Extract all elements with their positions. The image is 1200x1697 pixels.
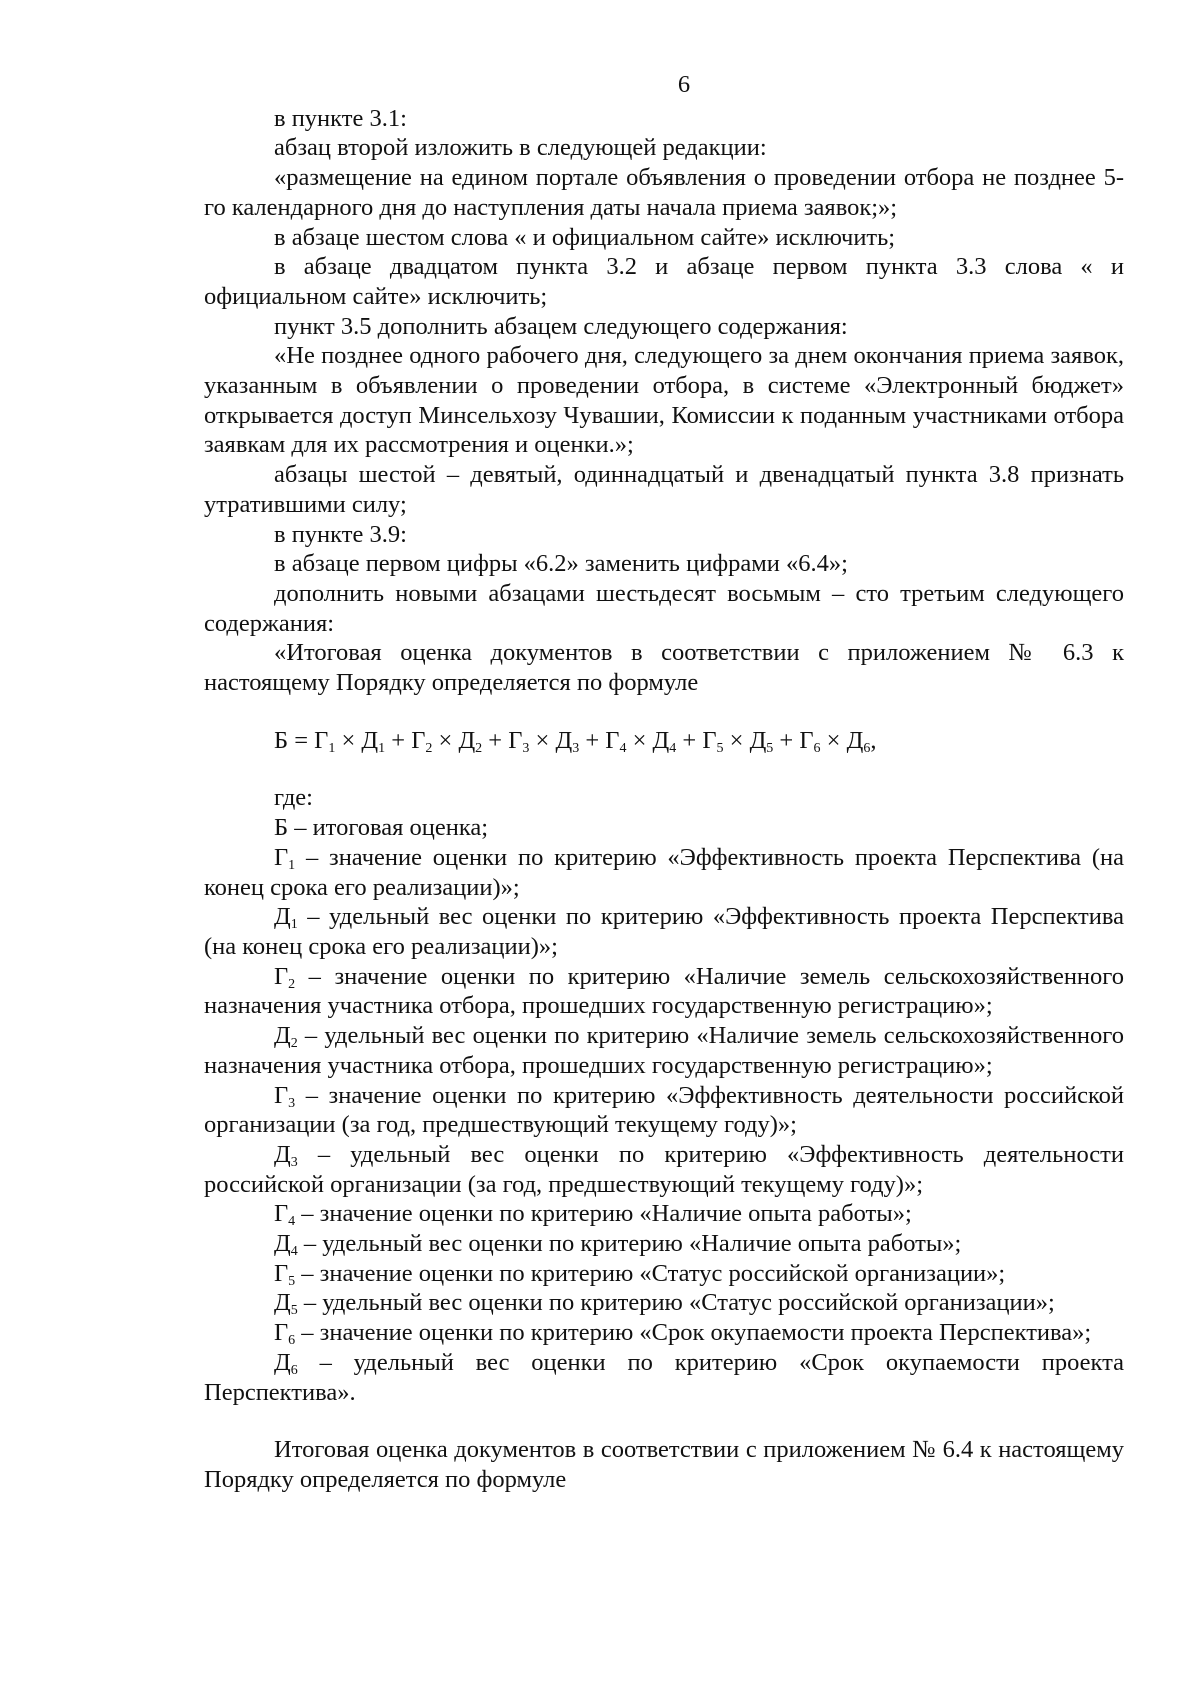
definition-symbol: Д bbox=[274, 1140, 291, 1168]
where-label: где: bbox=[274, 784, 313, 812]
definition-index: 3 bbox=[288, 1095, 296, 1111]
formula-index: 5 bbox=[766, 740, 774, 756]
definition-index: 2 bbox=[290, 1036, 298, 1052]
definition-paragraph bbox=[204, 1259, 1124, 1289]
definition-symbol: Г bbox=[274, 1259, 289, 1287]
paragraph: в абзаце двадцатом пункта 3.2 и абзаце первом пункта 3.3 слова « и официальном сайте» исключить; bbox=[204, 253, 1124, 310]
definition-text: – значение оценки по критерию «Срок окупаемости проекта Перспектива»; bbox=[295, 1319, 1092, 1347]
formula-index: 5 bbox=[716, 740, 724, 756]
definition-symbol: Д bbox=[274, 1022, 291, 1050]
formula-times: × bbox=[820, 726, 847, 754]
formula-times: × bbox=[432, 726, 459, 754]
formula-plus: + bbox=[773, 726, 800, 754]
formula-index: 1 bbox=[378, 740, 386, 756]
definition-index: 1 bbox=[290, 917, 298, 933]
formula-end: , bbox=[870, 726, 877, 754]
paragraph: в абзаце первом цифры «6.2» заменить цифрами «6.4»; bbox=[274, 550, 848, 578]
definition-text: – удельный вес оценки по критерию «Срок окупаемости проекта Перспектива». bbox=[204, 1348, 1124, 1406]
formula-index: 4 bbox=[619, 740, 627, 756]
definition-paragraph bbox=[204, 1229, 1124, 1259]
definition-index: 2 bbox=[288, 976, 296, 992]
formula bbox=[274, 726, 1124, 756]
formula-times: × bbox=[529, 726, 556, 754]
definition-text: – удельный вес оценки по критерию «Эффективность деятельности российской организации (за год, предшествующий текущему году)»; bbox=[204, 1140, 1124, 1198]
formula-symbol-g: Г bbox=[411, 726, 426, 754]
definition-text: – удельный вес оценки по критерию «Эффективность проекта Перспектива (на конец срока его реализации)»; bbox=[204, 903, 1124, 960]
definition-symbol: Д bbox=[274, 1289, 291, 1317]
definition-index: 4 bbox=[288, 1214, 296, 1230]
definition-symbol: Д bbox=[274, 1348, 291, 1376]
formula-symbol-d: Д bbox=[652, 726, 670, 754]
final-paragraph: Итоговая оценка документов в соответствии с приложением № 6.4 к настоящему Порядку определяется по формуле bbox=[204, 1436, 1124, 1493]
formula-times: × bbox=[723, 726, 750, 754]
definition-index: 6 bbox=[290, 1362, 298, 1378]
paragraph: абзацы шестой – девятый, одиннадцатый и двенадцатый пункта 3.8 признать утратившими силу; bbox=[204, 461, 1124, 518]
formula-index: 3 bbox=[522, 740, 530, 756]
definition-index: 3 bbox=[290, 1154, 298, 1170]
paragraph: пункт 3.5 дополнить абзацем следующего содержания: bbox=[274, 312, 848, 340]
definition-paragraph bbox=[204, 1199, 1124, 1229]
definitions-list bbox=[204, 843, 1124, 1407]
formula-index: 4 bbox=[669, 740, 677, 756]
definition-paragraph bbox=[204, 1021, 1124, 1080]
formula-index: 6 bbox=[813, 740, 821, 756]
definition-paragraph bbox=[204, 1318, 1124, 1348]
formula-symbol-g: Г bbox=[702, 726, 717, 754]
paragraph: «Итоговая оценка документов в соответствии с приложением № 6.3 к настоящему Порядку определяется по формуле bbox=[204, 639, 1124, 697]
paragraph: абзац второй изложить в следующей редакции: bbox=[274, 134, 767, 162]
definition-paragraph bbox=[204, 1288, 1124, 1318]
formula-plus: + bbox=[579, 726, 606, 754]
definition-text: – значение оценки по критерию «Наличие опыта работы»; bbox=[295, 1200, 912, 1228]
formula-times: × bbox=[335, 726, 362, 754]
paragraph: «размещение на едином портале объявления о проведении отбора не позднее 5-го календарного дня до наступления даты начала приема заявок;»; bbox=[204, 164, 1124, 221]
formula-symbol-d: Д bbox=[555, 726, 573, 754]
formula-index: 2 bbox=[425, 740, 433, 756]
paragraph: дополнить новыми абзацами шестьдесят восьмым – сто третьим следующего содержания: bbox=[204, 579, 1124, 637]
definition-paragraph bbox=[204, 843, 1124, 902]
definition-symbol: Г bbox=[274, 962, 289, 990]
formula-symbol-g: Г bbox=[605, 726, 620, 754]
formula-symbol-g: Г bbox=[799, 726, 814, 754]
definition-paragraph bbox=[204, 1140, 1124, 1199]
formula-symbol-g: Г bbox=[508, 726, 523, 754]
definition-text: – значение оценки по критерию «Эффективность проекта Перспектива (на конец срока его реализации)»; bbox=[204, 843, 1124, 901]
top-paragraphs bbox=[204, 104, 1124, 698]
formula-index: 1 bbox=[328, 740, 336, 756]
paragraph: в пункте 3.1: bbox=[274, 104, 407, 132]
definition-symbol: Д bbox=[274, 1230, 291, 1258]
formula-times: × bbox=[626, 726, 653, 754]
definition-index: 1 bbox=[288, 857, 296, 873]
definition-text: – удельный вес оценки по критерию «Статус российской организации»; bbox=[297, 1289, 1055, 1317]
definition-paragraph bbox=[204, 1348, 1124, 1407]
formula-plus: + bbox=[676, 726, 703, 754]
definition-paragraph bbox=[204, 962, 1124, 1021]
definition-symbol: Г bbox=[274, 1081, 289, 1109]
spacer bbox=[204, 1407, 1124, 1435]
formula-symbol-d: Д bbox=[749, 726, 767, 754]
page-number: 6 bbox=[677, 71, 691, 98]
definition-index: 5 bbox=[290, 1303, 298, 1319]
formula-symbol-d: Д bbox=[361, 726, 379, 754]
b-definition: Б – итоговая оценка; bbox=[274, 814, 489, 842]
definition-paragraph bbox=[204, 1081, 1124, 1140]
formula-symbol-g: Г bbox=[314, 726, 329, 754]
definition-text: – значение оценки по критерию «Эффективность деятельности российской организации (за год, предшествующий текущему году)»; bbox=[204, 1081, 1124, 1139]
formula-plus: + bbox=[482, 726, 509, 754]
definition-text: – значение оценки по критерию «Статус российской организации»; bbox=[295, 1259, 1006, 1287]
formula-plus: + bbox=[385, 726, 412, 754]
definition-index: 6 bbox=[288, 1333, 296, 1349]
definition-paragraph bbox=[204, 902, 1124, 961]
definition-index: 4 bbox=[290, 1244, 298, 1260]
paragraph: в пункте 3.9: bbox=[274, 520, 407, 548]
definition-symbol: Г bbox=[274, 1200, 289, 1228]
paragraph: «Не позднее одного рабочего дня, следующего за днем окончания приема заявок, указанным в объявлении о проведении отбора, в системе «Электронный бюджет» открывается доступ Минсельхозу Чувашии, Комиссии к поданным участниками отбора заявкам для их рассмотрения и оценки.»; bbox=[204, 342, 1124, 459]
formula-index: 6 bbox=[863, 740, 871, 756]
formula-symbol-d: Д bbox=[458, 726, 476, 754]
definition-symbol: Д bbox=[274, 903, 291, 931]
definition-symbol: Г bbox=[274, 1319, 289, 1347]
definition-index: 5 bbox=[288, 1273, 296, 1289]
formula-terms bbox=[314, 727, 876, 754]
paragraph: в абзаце шестом слова « и официальном сайте» исключить; bbox=[274, 223, 896, 251]
definition-text: – значение оценки по критерию «Наличие земель сельскохозяйственного назначения участника отбора, прошедших государственную регистрацию»; bbox=[204, 962, 1124, 1020]
formula-index: 3 bbox=[572, 740, 580, 756]
formula-index: 2 bbox=[475, 740, 483, 756]
definition-symbol: Г bbox=[274, 843, 289, 871]
formula-lhs: Б = bbox=[274, 726, 309, 754]
document-page bbox=[204, 70, 1124, 1495]
formula-symbol-d: Д bbox=[846, 726, 864, 754]
definition-text: – удельный вес оценки по критерию «Наличие опыта работы»; bbox=[297, 1230, 962, 1258]
definition-text: – удельный вес оценки по критерию «Наличие земель сельскохозяйственного назначения участника отбора, прошедших государственную регистрацию»; bbox=[204, 1022, 1124, 1079]
